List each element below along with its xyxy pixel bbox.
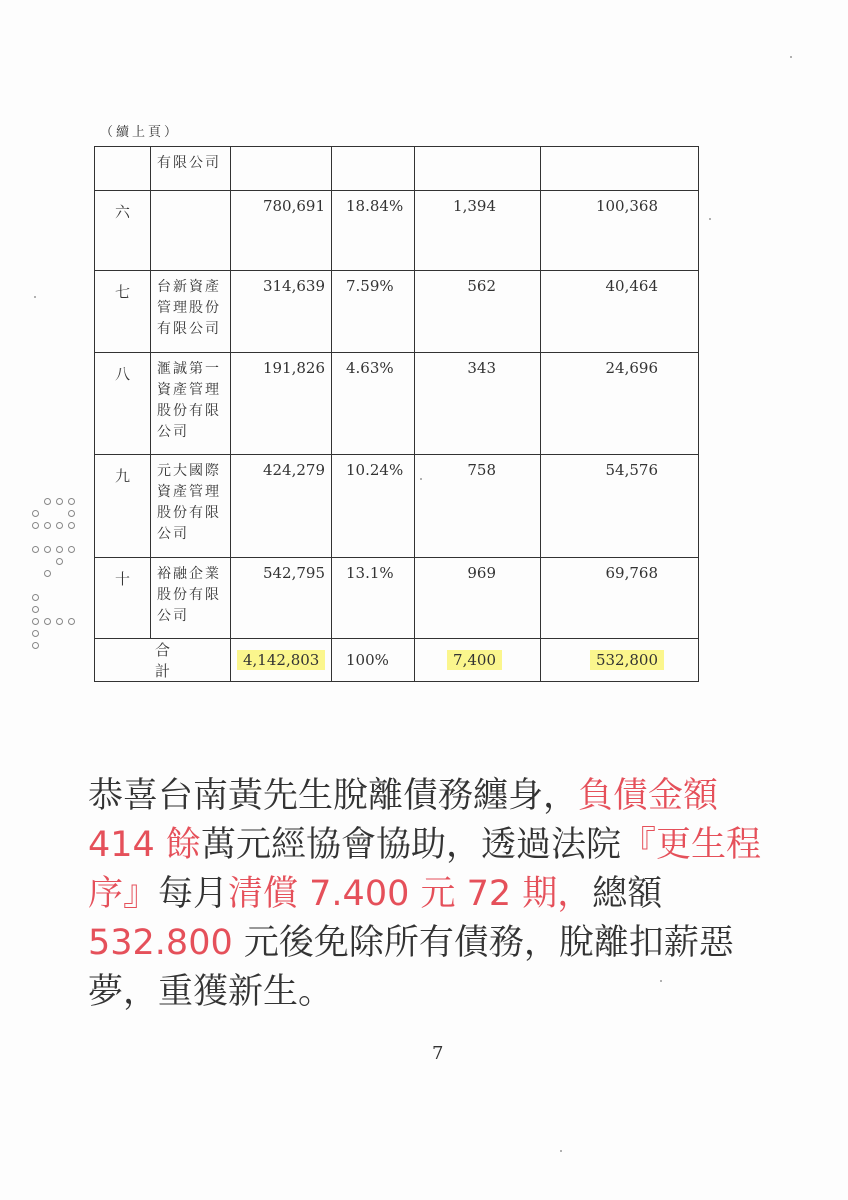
total-monthly-highlight: 7,400: [447, 650, 502, 670]
congratulation-message: [88, 772, 788, 1017]
debt-percent: 7.59%: [332, 271, 415, 353]
monthly-payment: 1,394: [415, 191, 541, 271]
total-payment: 24,696: [541, 353, 699, 455]
debt-amount: 191,826: [231, 353, 332, 455]
total-sum-note: 532.800: [88, 923, 233, 963]
total-payment: 40,464: [541, 271, 699, 353]
total-payment: 54,576: [541, 455, 699, 558]
creditor-name: [151, 191, 231, 271]
debt-percent: 4.63%: [332, 353, 415, 455]
creditor-name: 裕融企業股份有限公司: [151, 558, 231, 639]
message-segment: 恭喜台南黃先生脫離債務纏身，: [88, 776, 579, 816]
debt-percent: 13.1%: [332, 558, 415, 639]
creditor-name: 滙誠第一資產管理股份有限公司: [151, 353, 231, 455]
total-amount-highlight: 4,142,803: [237, 650, 325, 670]
scan-speck: [420, 478, 422, 480]
debt-percent: 18.84%: [332, 191, 415, 271]
total-percent: 100%: [332, 639, 415, 682]
monthly-payment: 343: [415, 353, 541, 455]
table-row: [95, 455, 699, 558]
scan-speck: [560, 1150, 562, 1152]
scan-speck: [790, 56, 792, 58]
table-row: [95, 558, 699, 639]
row-number: 九: [95, 455, 151, 558]
monthly-payment: 562: [415, 271, 541, 353]
debt-amount: 424,279: [231, 455, 332, 558]
scan-speck: [660, 980, 662, 982]
repayment-note: 清償 7.400 元 72 期，: [228, 874, 593, 914]
creditor-name: 元大國際資產管理股份有限公司: [151, 455, 231, 558]
creditor-table: [94, 146, 699, 682]
total-label: 合計: [95, 639, 231, 682]
table-row: [95, 271, 699, 353]
message-segment: 每月: [158, 874, 229, 914]
table-row: [95, 353, 699, 455]
message-segment: 萬元經協會協助，透過法院: [200, 825, 621, 865]
table-row: [95, 147, 699, 191]
total-payment: 69,768: [541, 558, 699, 639]
creditor-name: 有限公司: [151, 147, 231, 191]
row-number: 十: [95, 558, 151, 639]
table-row: [95, 191, 699, 271]
debt-amount: 780,691: [231, 191, 332, 271]
message-segment: 元後免除所有債務，脫離扣薪惡夢，重獲新生。: [88, 923, 734, 1012]
monthly-payment: 758: [415, 455, 541, 558]
total-row: [95, 639, 699, 682]
total-payment-highlight: 532,800: [590, 650, 664, 670]
debt-amount: 314,639: [231, 271, 332, 353]
scan-speck: [34, 296, 36, 298]
procedure-name: 『更生程序』: [88, 825, 761, 914]
creditor-name: 台新資產管理股份有限公司: [151, 271, 231, 353]
binder-holes: [26, 498, 78, 648]
monthly-payment: 969: [415, 558, 541, 639]
row-number: 六: [95, 191, 151, 271]
page-number: 7: [432, 1043, 444, 1064]
row-number: 七: [95, 271, 151, 353]
debt-percent: 10.24%: [332, 455, 415, 558]
debt-amount-note: 負債金額 414 餘: [88, 776, 719, 865]
continued-label: （續上頁）: [100, 125, 181, 140]
total-payment: 100,368: [541, 191, 699, 271]
debt-amount: 542,795: [231, 558, 332, 639]
row-number: 八: [95, 353, 151, 455]
message-segment: 總額: [592, 874, 663, 914]
scan-speck: [709, 218, 711, 220]
